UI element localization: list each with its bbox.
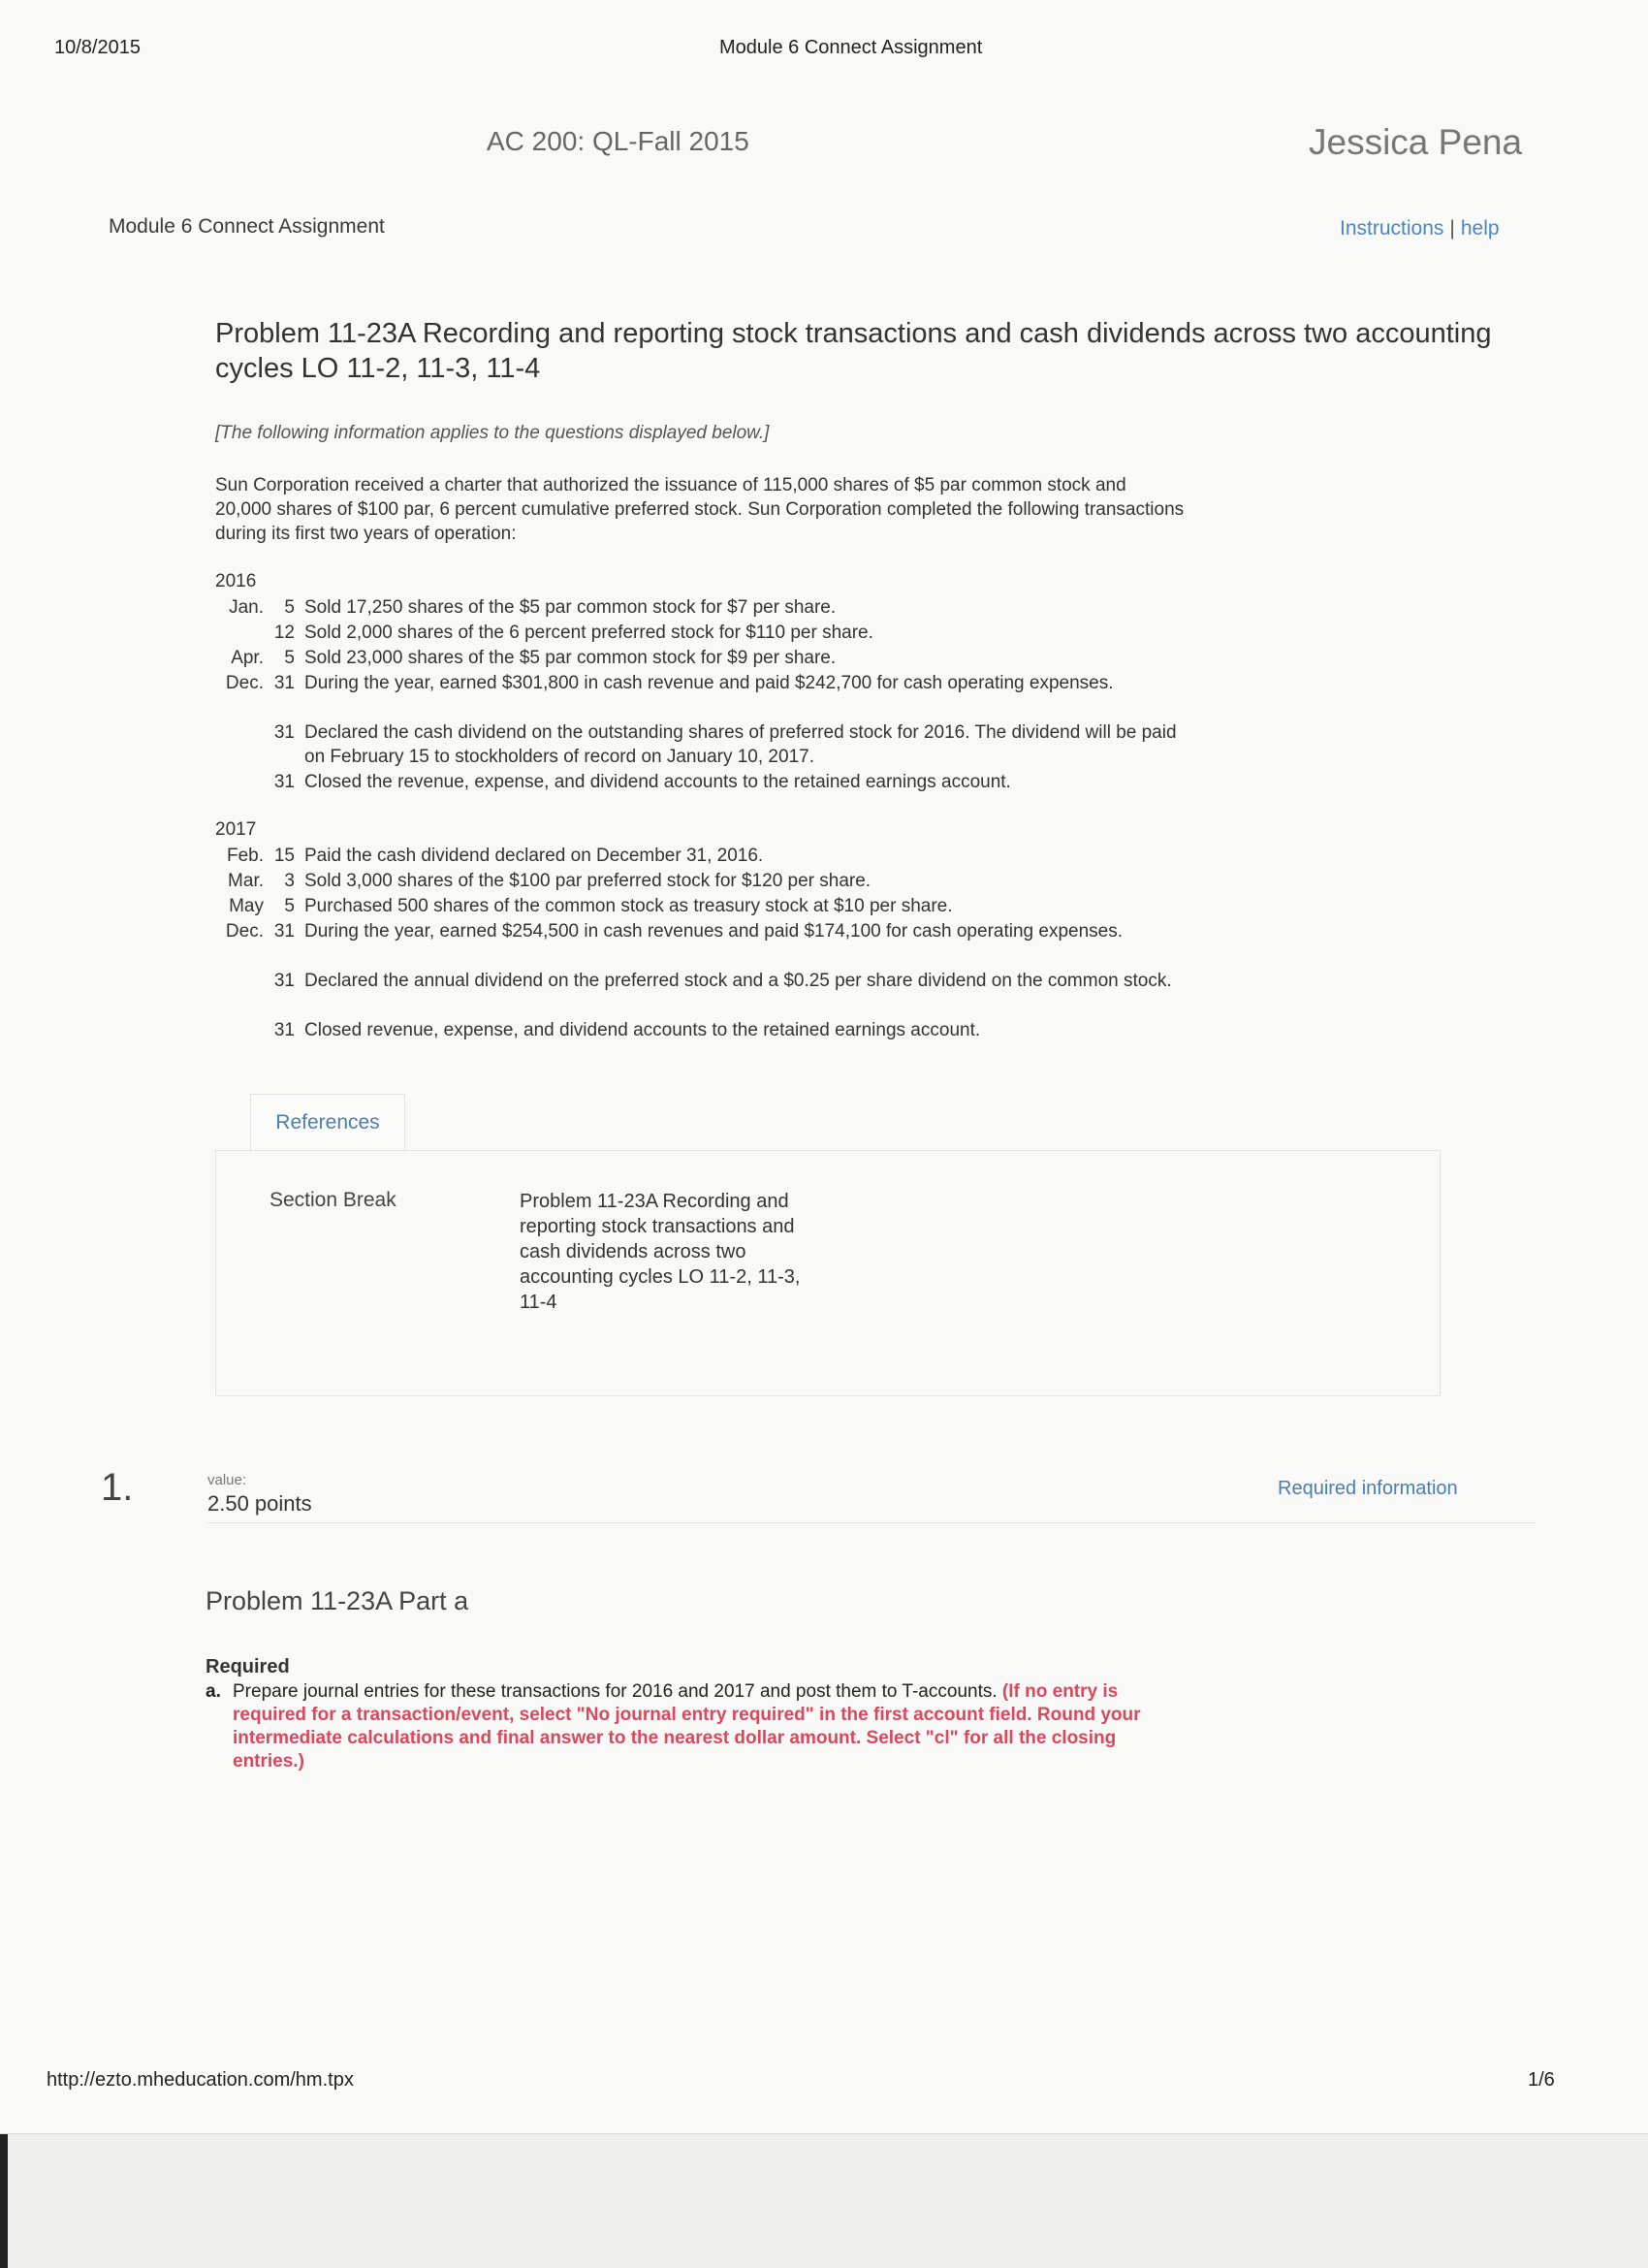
scanner-edge (0, 2134, 8, 2268)
transaction-month: Jan. (229, 597, 264, 618)
problem-title: Problem 11-23A Recording and reporting stock transactions and cash dividends across two accounting cycles LO 11-2, 11-3, 11-4 (215, 318, 1492, 384)
transaction-month: Mar. (228, 871, 264, 891)
transaction-text: Closed the revenue, expense, and dividend accounts to the retained earnings account. (304, 772, 1011, 792)
transaction-day: 31 (273, 673, 295, 693)
course-title: AC 200: QL-Fall 2015 (487, 126, 749, 156)
help-link[interactable]: help (1460, 217, 1500, 240)
section-break-label: Section Break (269, 1189, 396, 1211)
transaction-text: Sold 2,000 shares of the 6 percent preferred stock for $110 per share. (304, 623, 873, 643)
applies-note: [The following information applies to the questions displayed below.] (215, 423, 770, 443)
print-date: 10/8/2015 (54, 37, 141, 58)
question-number: 1. (101, 1466, 134, 1509)
transaction-day: 12 (273, 623, 295, 643)
transaction-text: Sold 17,250 shares of the $5 par common stock for $7 per share. (304, 597, 837, 618)
problem-intro: Sun Corporation received a charter that authorized the issuance of 115,000 shares of $5 par common stock and 20,000 shares of $100 par, 6 percent cumulative preferred stock. Sun Corporation completed the following transactions during its first two years of operation: (215, 475, 1185, 544)
print-footer-page: 1/6 (1528, 2069, 1555, 2091)
part-title: Problem 11-23A Part a (206, 1586, 469, 1615)
assignment-name: Module 6 Connect Assignment (109, 215, 385, 238)
references-panel (215, 1150, 1441, 1396)
transaction-month: Dec. (225, 673, 264, 693)
required-item-text: Prepare journal entries for these transactions for 2016 and 2017 and post them to T-accounts. (233, 1681, 998, 1702)
section-break-text: Problem 11-23A Recording and reporting stock transactions and cash dividends across two accounting cycles LO 11-2, 11-3, 11-4 (520, 1191, 801, 1313)
print-footer-url: http://ezto.mheducation.com/hm.tpx (47, 2069, 354, 2091)
transaction-day: 31 (273, 971, 295, 991)
transaction-month: Feb. (226, 846, 264, 866)
required-heading: Required (206, 1656, 290, 1677)
transaction-text: Sold 3,000 shares of the $100 par preferred stock for $120 per share. (304, 871, 872, 891)
instructions-link[interactable]: Instructions (1340, 217, 1444, 240)
required-item-letter: a. (206, 1681, 221, 1702)
question-points: 2.50 points (207, 1491, 312, 1516)
transaction-day: 31 (273, 722, 295, 743)
transaction-month: Dec. (225, 921, 264, 942)
scanner-bottom-strip (0, 2133, 1648, 2268)
transaction-text: Closed revenue, expense, and dividend accounts to the retained earnings account. (304, 1020, 981, 1040)
user-name: Jessica Pena (1309, 122, 1523, 162)
year-2017-label: 2017 (215, 819, 257, 840)
transaction-text: Sold 23,000 shares of the $5 par common stock for $9 per share. (304, 648, 837, 668)
transaction-day: 31 (273, 772, 295, 792)
print-header-title: Module 6 Connect Assignment (719, 37, 983, 58)
top-links (1340, 217, 1500, 240)
transaction-day: 31 (273, 1020, 295, 1040)
transaction-month: Apr. (231, 648, 264, 668)
year-2016-label: 2016 (215, 571, 257, 591)
transaction-day: 15 (273, 846, 295, 866)
transaction-text: Declared the annual dividend on the preferred stock and a $0.25 per share dividend on the common stock. (304, 971, 1172, 991)
required-item-instruction: (If no entry is required for a transaction/event, select "No journal entry required" in the first account field. Round your intermediate calculations and final answer to the nearest dollar amount. Select "cl" for all the closing entries.) (233, 1681, 1141, 1772)
transaction-day: 31 (273, 921, 295, 942)
link-separator: | (1449, 217, 1455, 240)
transaction-day: 5 (284, 648, 295, 668)
required-information-link[interactable]: Required information (1278, 1478, 1458, 1499)
transaction-text: During the year, earned $301,800 in cash revenue and paid $242,700 for cash operating expenses. (304, 673, 1114, 693)
transaction-day: 3 (284, 871, 295, 891)
question-divider (207, 1522, 1536, 1523)
references-tab[interactable]: References (250, 1094, 405, 1151)
transaction-text: Purchased 500 shares of the common stock as treasury stock at $10 per share. (304, 896, 953, 916)
transaction-text: Paid the cash dividend declared on December 31, 2016. (304, 846, 764, 866)
transaction-month: May (229, 896, 264, 916)
transaction-day: 5 (284, 896, 295, 916)
required-item-body (233, 1680, 1192, 1773)
transaction-text: During the year, earned $254,500 in cash revenues and paid $174,100 for cash operating expenses. (304, 921, 1123, 942)
transaction-text: Declared the cash dividend on the outstanding shares of preferred stock for 2016. The dividend will be paid on February 15 to stockholders of record on January 10, 2017. (304, 722, 1177, 767)
question-value-label: value: (207, 1472, 247, 1488)
transaction-day: 5 (284, 597, 295, 618)
